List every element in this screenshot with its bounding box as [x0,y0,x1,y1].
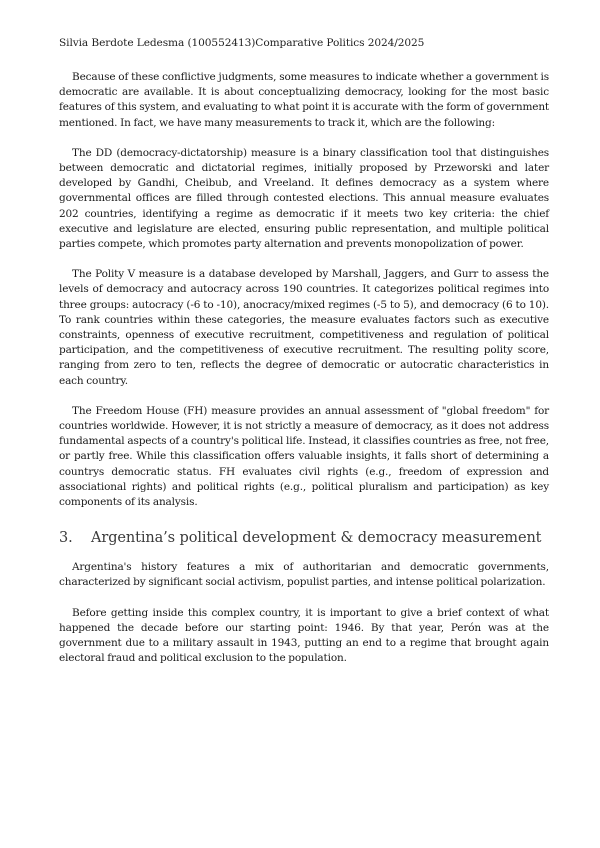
document-body [59,70,549,682]
paragraph-argentina-history: Argentina's history features a mix of authoritarian and democratic governments, characterized by significant social activism, populist parties, and intense political polarization. [59,561,549,589]
paragraph-freedom-house: The Freedom House (FH) measure provides an annual assessment of "global freedom" for countries worldwide. However, it is not strictly a measure of democracy, as it does not address fundamental aspects of a country's political life. Instead, it classifies countries as free, not free, or partly free. While this classification offers valuable insights, it falls short of determining a countrys democratic status. FH evaluates civil rights (e.g., freedom of expression and associational rights) and political rights (e.g., political pluralism and participation) as key components of its analysis. [59,404,549,509]
running-header: Silvia Berdote Ledesma (100552413)Comparative Politics 2024/2025 [59,37,425,49]
paragraph-dd-measure: The DD (democracy-dictatorship) measure is a binary classification tool that distinguishes between democratic and dictatorial regimes, initially proposed by Przeworski and later developed by Gandhi, Cheibub, and Vreeland. It defines democracy as a system where governmental offices are filled through contested elections. This annual measure evaluates 202 countries, identifying a regime as democratic if it meets two key criteria: the chief executive and legislature are elected, ensuring public representation, and multiple political parties compete, which promotes party alternation and prevents monopolization of power. [59,146,549,251]
section-title: Argentina’s political development & democracy measurement [91,530,542,547]
section-number: 3. [59,530,73,547]
paragraph-argentina-context: Before getting inside this complex country, it is important to give a brief context of what happened the decade before our starting point: 1946. By that year, Perón was at the government due to a military assault in 1943, putting an end to a regime that brought again electoral fraud and political exclusion to the population. [59,606,549,665]
paragraph-measures-intro: Because of these conflictive judgments, some measures to indicate whether a government is democratic are available. It is about conceptualizing democracy, looking for the most basic features of this system, and evaluating to what point it is accurate with the form of government mentioned. In fact, we have many measurements to track it, which are the following: [59,71,549,129]
paragraph-polity-measure: The Polity V measure is a database developed by Marshall, Jaggers, and Gurr to assess the levels of democracy and autocracy across 190 countries. It categorizes political regimes into three groups: autocracy (-6 to -10), anocracy/mixed regimes (-5 to 5), and democracy (6 to 10). To rank countries within these categories, the measure evaluates factors such as executive constraints, openness of executive recruitment, competitiveness and regulation of political participation, and the competitiveness of executive recruitment. The resulting polity score, ranging from zero to ten, reflects the degree of democratic or autocratic characteristics in each country. [59,268,549,387]
section-heading [59,529,549,547]
